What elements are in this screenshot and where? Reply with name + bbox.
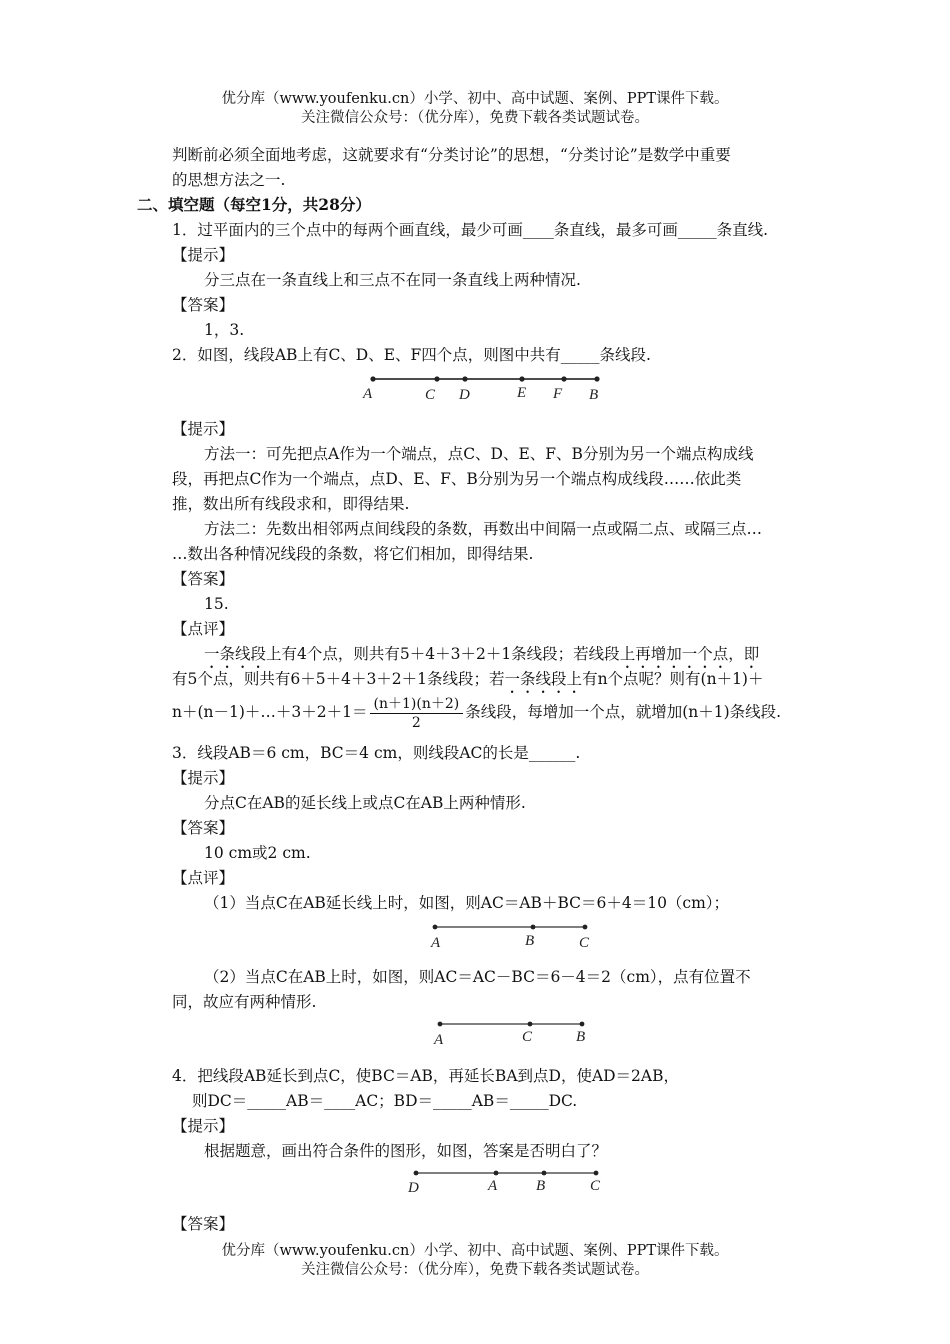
point-d-label: D bbox=[459, 387, 470, 403]
comment-text: 有5个点，则共有6＋5＋4＋3＋2＋1条线段；若 bbox=[172, 670, 505, 688]
footer-line-2: 关注微信公众号：（优分库），免费下载各类试题试卷。 bbox=[301, 1262, 649, 1278]
q3-comment-label: 【点评】 bbox=[172, 869, 235, 887]
q2-comment-line-3 bbox=[172, 692, 781, 732]
q2-answer-text: 15. bbox=[204, 595, 229, 613]
q3-case-2-line-1: （2）当点C在AB上时，如图，则AC＝AC－BC＝6－4＝2（cm），点有位置不 bbox=[204, 968, 751, 986]
q3-hint-label: 【提示】 bbox=[172, 769, 235, 787]
point-a-dot bbox=[433, 925, 438, 930]
point-a-label: A bbox=[488, 1178, 498, 1194]
point-b-dot bbox=[531, 925, 536, 930]
comment-text: 上有4个点，则共有5＋4＋3＋2＋1条线段；若线段 bbox=[266, 645, 620, 663]
q3-answer-label: 【答案】 bbox=[172, 819, 235, 837]
footer-line-1: 优分库（www.youfenku.cn）小学、初中、高中试题、案例、PPT课件下载。 bbox=[221, 1243, 729, 1259]
point-b-label: B bbox=[589, 387, 599, 403]
q3-case-2-line-2: 同，故应有两种情形. bbox=[172, 993, 317, 1011]
header-line-2: 关注微信公众号：（优分库），免费下载各类试题试卷。 bbox=[301, 110, 649, 126]
q2-answer-label: 【答案】 bbox=[172, 570, 235, 588]
point-b-label: B bbox=[576, 1029, 586, 1045]
point-c-label: C bbox=[579, 935, 590, 951]
point-f-dot bbox=[561, 376, 566, 381]
point-c-label: C bbox=[590, 1178, 601, 1194]
point-d-dot bbox=[462, 376, 467, 381]
comment-text: 条线段，每增加一个点，就增加(n＋1)条线段. bbox=[465, 703, 782, 721]
q2-segment-figure bbox=[355, 370, 615, 406]
point-c-dot bbox=[528, 1022, 533, 1027]
q1-hint-text: 分三点在一条直线上和三点不在同一条直线上两种情况. bbox=[204, 271, 581, 289]
q3-hint-text: 分点C在AB的延长线上或点C在AB上两种情形. bbox=[204, 794, 526, 812]
q4-hint-label: 【提示】 bbox=[172, 1117, 235, 1135]
emphasis-segment-on: 一条线段上 bbox=[504, 670, 583, 688]
q4-hint-text: 根据题意，画出符合条件的图形，如图，答案是否明白了？ bbox=[204, 1142, 608, 1160]
intro-line-2: 的思想方法之一. bbox=[172, 171, 286, 189]
point-a-dot bbox=[438, 1022, 443, 1027]
section-title: 二、填空题（每空1分，共28分） bbox=[137, 195, 371, 214]
q4-question-line-1: 4．把线段AB延长到点C，使BC＝AB，再延长BA到点D，使AD＝2AB， bbox=[172, 1067, 680, 1085]
q4-question-line-2: 则DC＝_____AB＝____AC；BD＝_____AB＝_____DC. bbox=[192, 1092, 578, 1110]
point-c-dot bbox=[583, 925, 588, 930]
point-c-dot bbox=[434, 376, 439, 381]
q1-hint-label: 【提示】 bbox=[172, 246, 235, 264]
q2-hint-m1-line-2: 段，再把点C作为一个端点，点D、E、F、B分别为另一个端点构成线段……依此类 bbox=[172, 470, 742, 488]
point-f-label: F bbox=[553, 386, 563, 402]
intro-line-1: 判断前必须全面地考虑，这就要求有“分类讨论”的思想，“分类讨论”是数学中重要 bbox=[172, 146, 731, 164]
point-c-label: C bbox=[425, 387, 436, 403]
q2-comment-label: 【点评】 bbox=[172, 620, 235, 638]
point-b-dot bbox=[542, 1171, 547, 1176]
q2-hint-m1-line-1: 方法一：可先把点A作为一个端点，点C、D、E、F、B分别为另一个端点构成线 bbox=[204, 445, 754, 463]
q4-figure bbox=[402, 1164, 612, 1198]
q1-question: 1．过平面内的三个点中的每两个画直线，最少可画____条直线，最多可画_____条直线. bbox=[172, 221, 769, 239]
q2-hint-m1-line-3: 推，数出所有线段求和，即得结果. bbox=[172, 495, 410, 513]
header-line-1: 优分库（www.youfenku.cn）小学、初中、高中试题、案例、PPT课件下载。 bbox=[221, 91, 729, 107]
fraction-numerator: (n＋1)(n＋2) bbox=[370, 695, 464, 714]
q3-figure-1 bbox=[425, 918, 605, 954]
q3-case-1: （1）当点C在AB延长线上时，如图，则AC＝AB＋BC＝6＋4＝10（cm）； bbox=[204, 894, 730, 912]
point-b-label: B bbox=[536, 1178, 546, 1194]
q3-answer-text: 10 cm或2 cm. bbox=[204, 844, 311, 862]
comment-text: 有n个点呢？则有(n＋1)＋ bbox=[582, 670, 764, 688]
q4-answer-label: 【答案】 bbox=[172, 1215, 235, 1233]
comment-sum: n＋(n－1)＋…＋3＋2＋1＝ bbox=[172, 703, 368, 721]
point-a-label: A bbox=[431, 935, 441, 951]
point-a-dot bbox=[494, 1171, 499, 1176]
point-d-dot bbox=[414, 1171, 419, 1176]
point-a-label: A bbox=[434, 1032, 444, 1048]
fraction-denominator: 2 bbox=[411, 714, 421, 731]
q1-answer-text: 1，3. bbox=[204, 321, 245, 339]
point-d-label: D bbox=[408, 1180, 419, 1196]
point-b-dot bbox=[580, 1022, 585, 1027]
point-b-label: B bbox=[525, 933, 535, 949]
q2-hint-label: 【提示】 bbox=[172, 420, 235, 438]
q2-hint-m2-line-1: 方法二：先数出相邻两点间线段的条数，再数出中间隔一点或隔二点、或隔三点… bbox=[204, 520, 763, 538]
point-c-label: C bbox=[522, 1029, 533, 1045]
q3-figure-2 bbox=[430, 1015, 600, 1049]
emphasis-segment: 一条线段 bbox=[204, 645, 267, 663]
q3-question: 3．线段AB＝6 cm，BC＝4 cm，则线段AC的长是______. bbox=[172, 744, 581, 762]
q2-question: 2．如图，线段AB上有C、D、E、F四个点，则图中共有_____条线段. bbox=[172, 346, 651, 364]
point-e-dot bbox=[519, 376, 524, 381]
emphasis-on: 上再增加一个点，即 bbox=[619, 645, 760, 663]
fraction bbox=[370, 695, 464, 732]
point-a-dot bbox=[370, 376, 375, 381]
point-e-label: E bbox=[517, 385, 527, 401]
point-c-dot bbox=[594, 1171, 599, 1176]
point-b-dot bbox=[594, 376, 599, 381]
q1-answer-label: 【答案】 bbox=[172, 296, 235, 314]
q2-hint-m2-line-2: …数出各种情况线段的条数，将它们相加，即得结果. bbox=[172, 545, 534, 563]
point-a-label: A bbox=[363, 386, 373, 402]
